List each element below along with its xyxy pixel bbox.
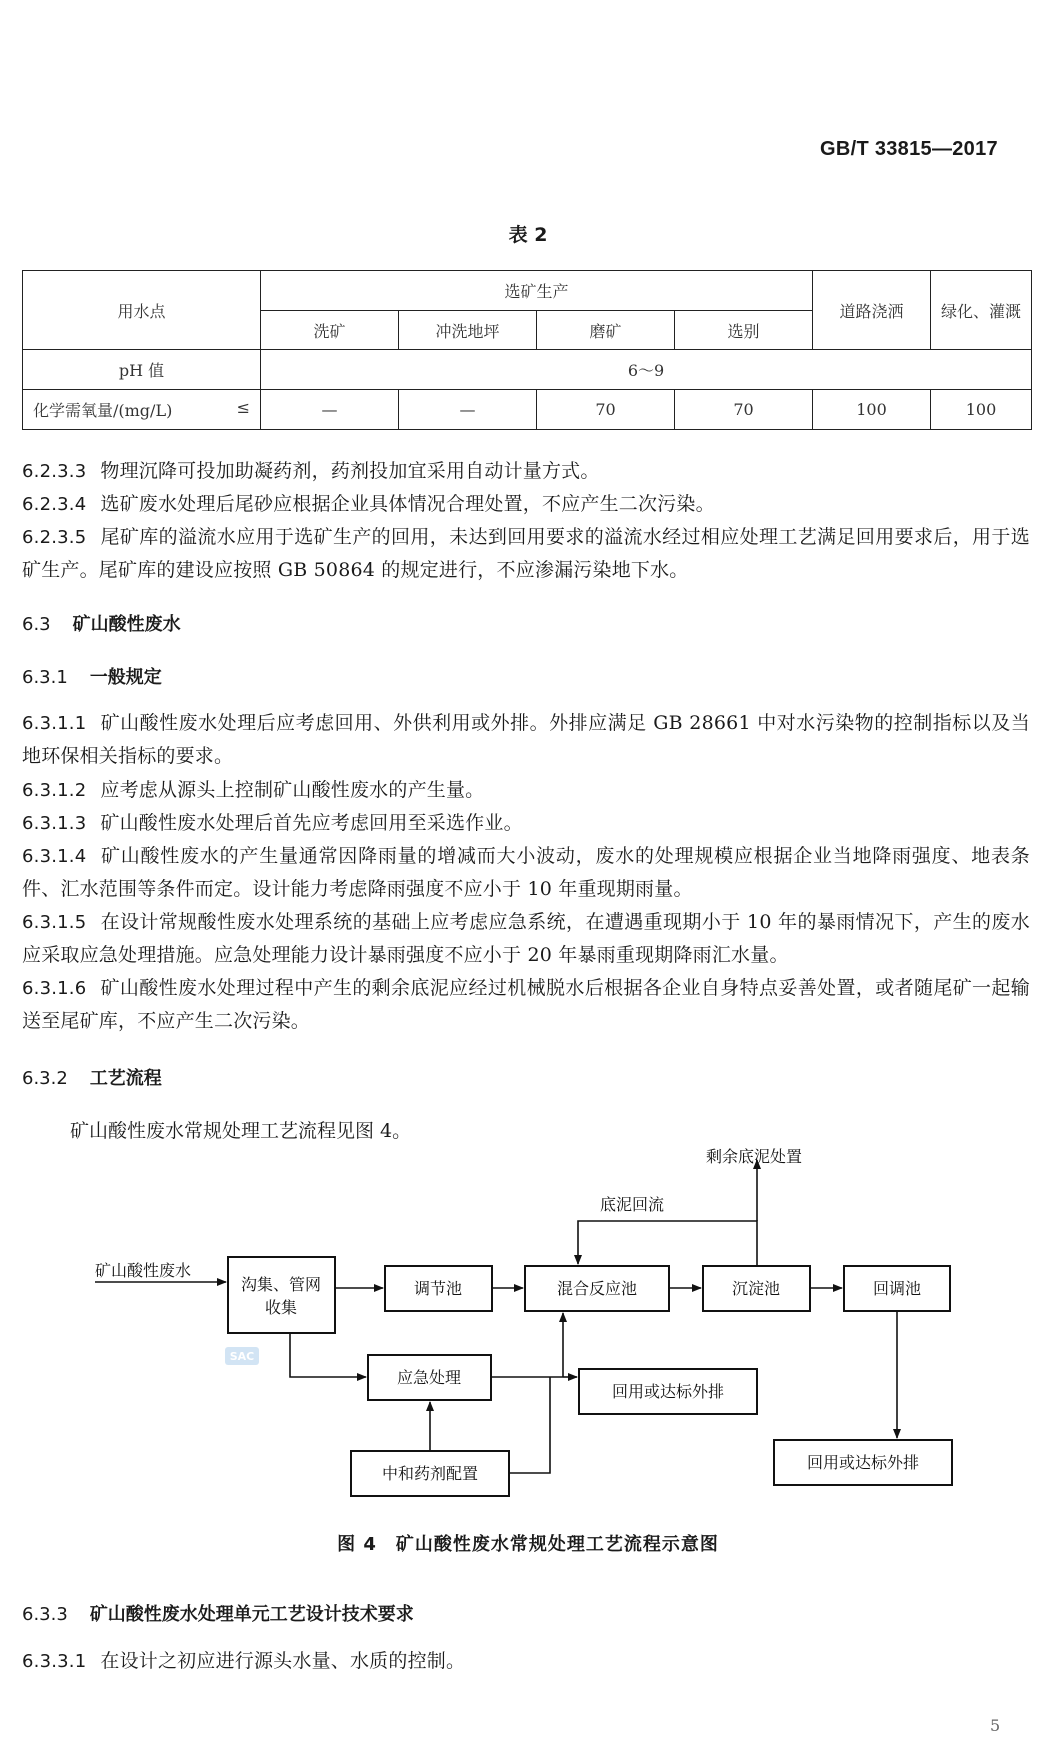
section-heading-6-3-1 [22, 663, 162, 689]
clause-number: 6.2.3.5 [22, 527, 87, 548]
clause-6-3-1-2 [22, 774, 1030, 807]
clause-6-3-3-1 [22, 1645, 1030, 1678]
clause-number: 6.3.1.1 [22, 713, 87, 734]
clause-6-3-1-5 [22, 906, 1030, 972]
table-cell: — [399, 390, 537, 430]
table-cell: 70 [675, 390, 813, 430]
section-heading-6-3-3 [22, 1600, 414, 1626]
clause-number: 6.3.1.5 [22, 912, 87, 933]
clause-text: 物理沉降可投加助凝药剂，药剂投加宜采用自动计量方式。 [100, 460, 600, 482]
clause-text: 矿山酸性废水处理后应考虑回用、外供利用或外排。外排应满足 GB 28661 中对水污染物的控制指标以及当地环保相关指标的要求。 [22, 712, 1030, 767]
clause-6-3-1-4 [22, 840, 1030, 906]
clause-number: 6.3.1.4 [22, 846, 87, 867]
clause-text: 尾矿库的溢流水应用于选矿生产的回用，未达到回用要求的溢流水经过相应处理工艺满足回用要求后，用于选矿生产。尾矿库的建设应按照 GB 50864 的规定进行，不应渗漏污染地下水。 [22, 526, 1030, 581]
figure-caption: 图 4 矿山酸性废水常规处理工艺流程示意图 [337, 1534, 719, 1555]
sludge-return-label: 底泥回流 [599, 1195, 665, 1214]
cod-label: 化学需氧量/(mg/L) [33, 401, 173, 420]
clause-text: 应考虑从源头上控制矿山酸性废水的产生量。 [100, 779, 485, 801]
clause-text: 在设计之初应进行源头水量、水质的控制。 [100, 1650, 466, 1672]
table-title: 表 2 [508, 224, 548, 246]
section-number: 6.3.3 [22, 1604, 68, 1625]
clause-6-2-3-4 [22, 488, 1030, 521]
sac-watermark [225, 1347, 259, 1365]
section-number: 6.3.2 [22, 1068, 68, 1089]
svg-text:SAC: SAC [229, 1350, 255, 1363]
regulate-label: 调节池 [413, 1279, 463, 1298]
collection-box [228, 1257, 335, 1333]
section-heading-6-3 [22, 610, 181, 636]
figure-intro: 矿山酸性废水常规处理工艺流程见图 4。 [70, 1120, 412, 1142]
clause-number: 6.2.3.4 [22, 494, 87, 515]
readjust-label: 回调池 [872, 1279, 922, 1298]
clause-number: 6.2.3.3 [22, 461, 87, 482]
clause-number: 6.3.1.6 [22, 978, 87, 999]
subheader-floor-washing: 冲洗地坪 [399, 311, 537, 350]
process-flowchart [0, 1140, 1056, 1520]
section-title: 矿山酸性废水 [72, 614, 181, 635]
clause-number: 6.3.1.2 [22, 780, 87, 801]
reuse-b-label: 回用或达标外排 [806, 1453, 920, 1472]
section-number: 6.3.1 [22, 667, 68, 688]
arrow-collect-emergency [290, 1333, 366, 1377]
sludge-disposal-label: 剩余底泥处置 [705, 1147, 803, 1166]
section-title: 矿山酸性废水处理单元工艺设计技术要求 [89, 1604, 414, 1625]
clause-text: 选矿废水处理后尾砂应根据企业具体情况合理处置，不应产生二次污染。 [100, 493, 715, 515]
mix-react-label: 混合反应池 [556, 1279, 638, 1298]
table-cell: 100 [931, 390, 1032, 430]
ph-label: pH 值 [23, 350, 261, 390]
line-neutralizer-right [509, 1377, 550, 1473]
le-symbol: ≤ [236, 398, 250, 417]
section-number: 6.3 [22, 614, 51, 635]
clause-number: 6.3.1.3 [22, 813, 87, 834]
clause-number: 6.3.3.1 [22, 1651, 87, 1672]
subheader-separation: 选别 [675, 311, 813, 350]
clause-text: 在设计常规酸性废水处理系统的基础上应考虑应急系统，在遭遇重现期小于 10 年的暴雨情况下，产生的废水应采取应急处理措施。应急处理能力设计暴雨强度不应小于 20 年暴雨重现期降雨汇水量。 [22, 911, 1030, 966]
emergency-label: 应急处理 [396, 1368, 462, 1387]
input-label: 矿山酸性废水 [95, 1261, 192, 1280]
reuse-a-label: 回用或达标外排 [611, 1382, 725, 1401]
clause-text: 矿山酸性废水的产生量通常因降雨量的增减而大小波动，废水的处理规模应根据企业当地降雨强度、地表条件、汇水范围等条件而定。设计能力考虑降雨强度不应小于 10 年重现期雨量。 [22, 845, 1030, 900]
header-water-point: 用水点 [23, 271, 261, 350]
table-cell: 70 [537, 390, 675, 430]
header-beneficiation: 选矿生产 [261, 271, 813, 311]
ph-value: 6～9 [261, 350, 1032, 390]
section-title: 一般规定 [89, 667, 162, 688]
collect-label-1: 沟集、管网 [240, 1275, 322, 1294]
subheader-grinding: 磨矿 [537, 311, 675, 350]
header-greening: 绿化、灌溉 [931, 271, 1032, 350]
arrow-sludge-return [578, 1221, 757, 1266]
clause-6-3-1-6 [22, 972, 1030, 1038]
clause-text: 矿山酸性废水处理过程中产生的剩余底泥应经过机械脱水后根据各企业自身特点妥善处置，或者随尾矿一起输送至尾矿库，不应产生二次污染。 [22, 977, 1030, 1032]
section-heading-6-3-2 [22, 1064, 162, 1090]
neutralizer-label: 中和药剂配置 [381, 1464, 479, 1483]
water-quality-table [22, 270, 1032, 430]
section-title: 工艺流程 [89, 1068, 162, 1089]
clause-6-3-1-3 [22, 807, 1030, 840]
page-number: 5 [990, 1716, 1001, 1735]
cod-label-cell [23, 390, 261, 430]
subheader-ore-washing: 洗矿 [261, 311, 399, 350]
clause-text: 矿山酸性废水处理后首先应考虑回用至采选作业。 [100, 812, 523, 834]
table-cell: — [261, 390, 399, 430]
settle-label: 沉淀池 [731, 1279, 781, 1298]
header-road-spraying: 道路浇洒 [813, 271, 931, 350]
clause-6-2-3-5 [22, 521, 1030, 587]
clause-6-3-1-1 [22, 707, 1030, 773]
collect-label-2: 收集 [264, 1298, 298, 1317]
standard-code: GB/T 33815—2017 [820, 138, 998, 160]
table-cell: 100 [813, 390, 931, 430]
clause-6-2-3-3 [22, 455, 1030, 488]
